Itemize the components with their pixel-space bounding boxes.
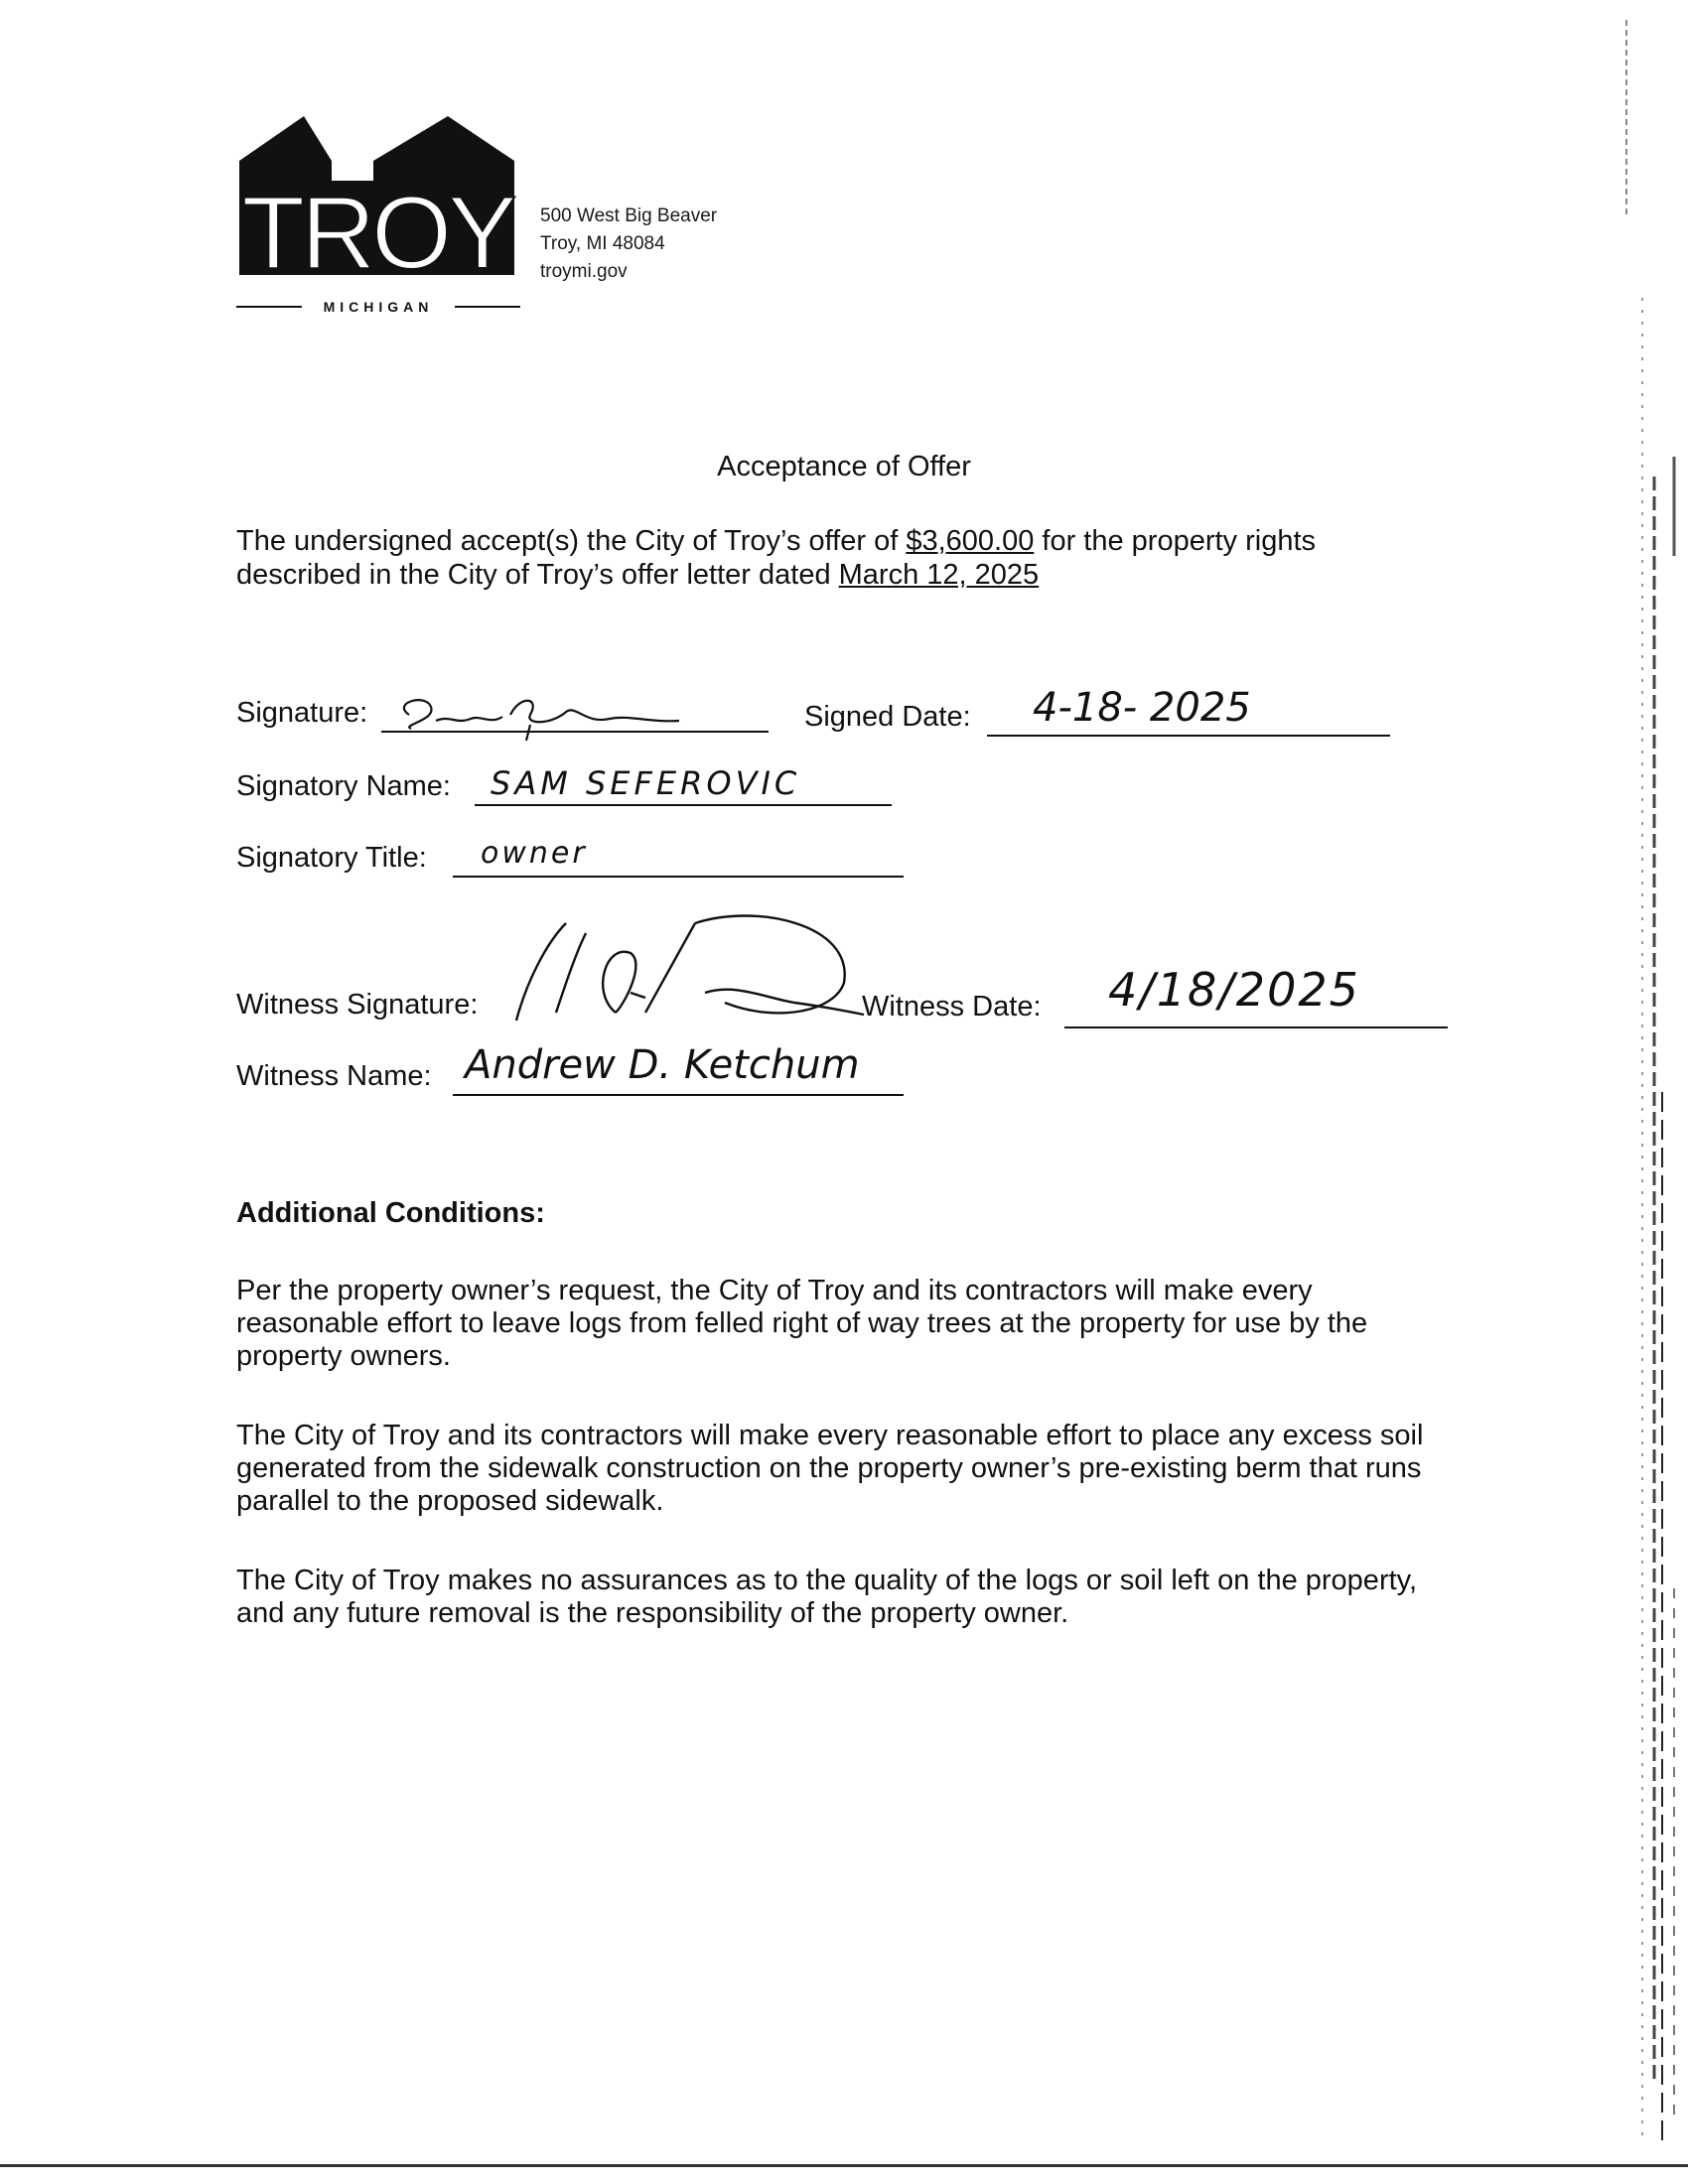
address-line-1: 500 West Big Beaver	[540, 205, 718, 226]
signatory-title-line	[453, 876, 904, 878]
signatory-title-label: Signatory Title:	[236, 842, 427, 874]
witness-date-value: 4/18/2025	[1108, 963, 1360, 1017]
address-line-2: Troy, MI 48084	[540, 233, 665, 254]
additional-conditions-heading: Additional Conditions:	[236, 1197, 545, 1229]
condition-paragraph: The City of Troy makes no assurances as to the quality of the logs or soil left on the property, and any future removal is the responsibility of the property owner.	[236, 1565, 1418, 1629]
signatory-name-label: Signatory Name:	[236, 770, 451, 802]
condition-paragraph: The City of Troy and its contractors will make every reasonable effort to place any excess soil generated from the sidewalk construction on the property owner’s pre-existing berm that runs parallel to the proposed sidewalk.	[236, 1420, 1424, 1517]
svg-text:MICHIGAN: MICHIGAN	[323, 299, 434, 315]
condition-paragraph: Per the property owner’s request, the City of Troy and its contractors will make every reasonable effort to leave logs from felled right of way trees at the property for use by the property owners.	[236, 1275, 1368, 1372]
city-of-troy-logo	[234, 111, 522, 320]
signed-date-line	[987, 735, 1390, 737]
signature-label: Signature:	[236, 697, 368, 729]
witness-date-label: Witness Date:	[862, 991, 1042, 1023]
witness-signature	[496, 903, 894, 1032]
offer-letter-date: March 12, 2025	[838, 559, 1040, 591]
witness-name-line	[453, 1094, 904, 1096]
signatory-signature	[381, 685, 769, 745]
witness-date-line	[1064, 1026, 1448, 1028]
svg-text:TROY: TROY	[241, 176, 513, 291]
offer-amount: $3,600.00	[906, 525, 1035, 557]
document-title: Acceptance of Offer	[717, 451, 971, 482]
signatory-title-value: owner	[481, 836, 588, 871]
intro-paragraph	[236, 524, 1438, 592]
intro-text-1: The undersigned accept(s) the City of Troy’s offer of	[236, 525, 907, 557]
witness-signature-label: Witness Signature:	[236, 989, 479, 1021]
signed-date-value: 4-18- 2025	[1033, 685, 1251, 731]
intro-text-2: for the property rights described in the City of Troy’s offer letter dated	[236, 525, 1317, 591]
scan-edge-artifacts	[1579, 0, 1688, 2184]
letterhead-address	[540, 203, 717, 286]
bottom-scan-line	[0, 2164, 1688, 2167]
witness-name-label: Witness Name:	[236, 1060, 432, 1092]
signatory-name-value: SAM SEFEROVIC	[491, 764, 801, 802]
witness-name-value: Andrew D. Ketchum	[465, 1042, 860, 1088]
website: troymi.gov	[540, 261, 628, 282]
signatory-name-line	[475, 804, 892, 806]
signed-date-label: Signed Date:	[804, 701, 971, 733]
